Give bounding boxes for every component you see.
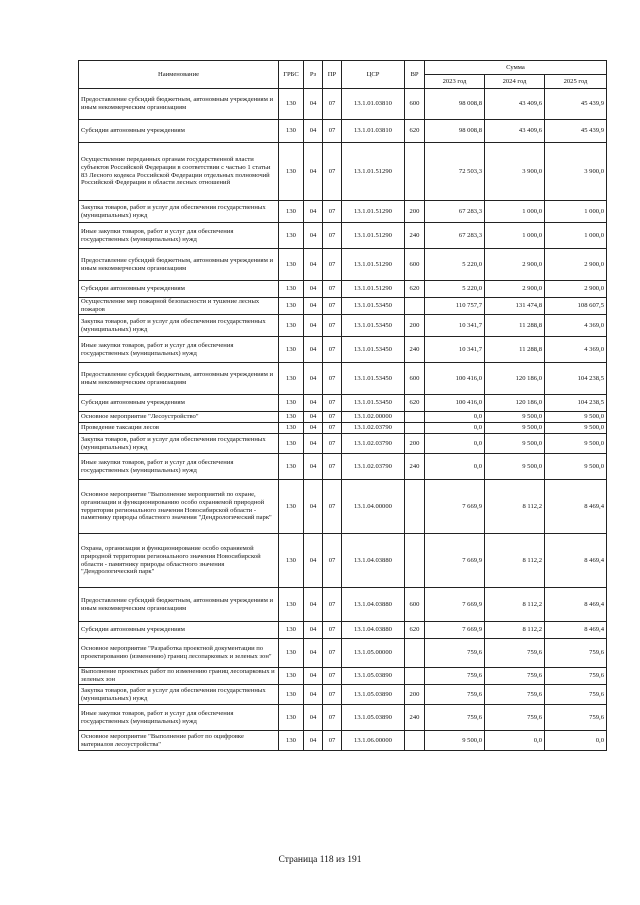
cell-name: Основное мероприятие "Лесоустройство" <box>79 412 279 423</box>
cell-pr: 07 <box>323 622 342 639</box>
cell-rz: 04 <box>304 588 323 622</box>
cell-y2023: 72 503,3 <box>425 143 485 201</box>
cell-grbs: 130 <box>279 412 304 423</box>
cell-name: Осуществление мер пожарной безопасности и тушение лесных пожаров <box>79 298 279 315</box>
cell-pr: 07 <box>323 685 342 705</box>
cell-y2025: 0,0 <box>545 731 607 751</box>
cell-csr: 13.1.02.00000 <box>342 412 405 423</box>
table-row <box>79 298 607 315</box>
cell-pr: 07 <box>323 534 342 588</box>
cell-y2025: 759,6 <box>545 705 607 731</box>
table-row <box>79 337 607 363</box>
cell-csr: 13.1.01.51290 <box>342 281 405 298</box>
cell-y2023: 5 220,0 <box>425 249 485 281</box>
cell-y2024: 759,6 <box>485 639 545 668</box>
cell-name: Предоставление субсидий бюджетным, автономным учреждениям и иным некоммерческим организациям <box>79 363 279 395</box>
header-year-2023: 2023 год <box>425 75 485 89</box>
cell-rz: 04 <box>304 337 323 363</box>
cell-vr <box>405 143 425 201</box>
cell-name: Иные закупки товаров, работ и услуг для обеспечения государственных (муниципальных) нужд <box>79 223 279 249</box>
cell-grbs: 130 <box>279 480 304 534</box>
cell-y2025: 45 439,9 <box>545 89 607 120</box>
cell-y2024: 759,6 <box>485 705 545 731</box>
cell-csr: 13.1.05.03890 <box>342 705 405 731</box>
cell-name: Охрана, организация и функционирование особо охраняемой природной территории регионального значения Новосибирской области - памятнику природы областного значения "Дендрологический парк" <box>79 534 279 588</box>
cell-y2024: 120 186,0 <box>485 363 545 395</box>
table-row <box>79 249 607 281</box>
header-sum: Сумма <box>425 61 607 75</box>
cell-vr: 600 <box>405 249 425 281</box>
cell-name: Субсидии автономным учреждениям <box>79 395 279 412</box>
cell-grbs: 130 <box>279 705 304 731</box>
cell-y2025: 104 238,5 <box>545 363 607 395</box>
cell-grbs: 130 <box>279 588 304 622</box>
cell-name: Закупка товаров, работ и услуг для обеспечения государственных (муниципальных) нужд <box>79 685 279 705</box>
cell-name: Закупка товаров, работ и услуг для обеспечения государственных (муниципальных) нужд <box>79 315 279 337</box>
cell-pr: 07 <box>323 201 342 223</box>
budget-table <box>78 60 607 751</box>
cell-grbs: 130 <box>279 315 304 337</box>
cell-name: Субсидии автономным учреждениям <box>79 622 279 639</box>
cell-grbs: 130 <box>279 395 304 412</box>
cell-y2025: 4 369,0 <box>545 337 607 363</box>
cell-vr <box>405 668 425 685</box>
cell-y2023: 67 283,3 <box>425 223 485 249</box>
cell-pr: 07 <box>323 363 342 395</box>
cell-pr: 07 <box>323 639 342 668</box>
cell-y2023: 10 341,7 <box>425 315 485 337</box>
cell-csr: 13.1.01.51290 <box>342 223 405 249</box>
cell-y2024: 131 474,8 <box>485 298 545 315</box>
cell-vr: 620 <box>405 120 425 143</box>
cell-y2025: 8 469,4 <box>545 588 607 622</box>
cell-csr: 13.1.01.53450 <box>342 363 405 395</box>
cell-vr: 200 <box>405 315 425 337</box>
cell-y2023: 0,0 <box>425 412 485 423</box>
cell-y2024: 3 900,0 <box>485 143 545 201</box>
cell-rz: 04 <box>304 89 323 120</box>
table-row <box>79 454 607 480</box>
cell-y2024: 9 500,0 <box>485 423 545 434</box>
cell-rz: 04 <box>304 685 323 705</box>
cell-name: Иные закупки товаров, работ и услуг для обеспечения государственных (муниципальных) нужд <box>79 337 279 363</box>
cell-grbs: 130 <box>279 89 304 120</box>
cell-name: Основное мероприятие "Разработка проектной документации по проектированию (изменению) границ лесопарковых и зеленых зон" <box>79 639 279 668</box>
cell-rz: 04 <box>304 423 323 434</box>
cell-name: Предоставление субсидий бюджетным, автономным учреждениям и иным некоммерческим организациям <box>79 588 279 622</box>
cell-grbs: 130 <box>279 120 304 143</box>
cell-pr: 07 <box>323 89 342 120</box>
cell-rz: 04 <box>304 705 323 731</box>
cell-csr: 13.1.01.51290 <box>342 143 405 201</box>
cell-rz: 04 <box>304 480 323 534</box>
cell-y2025: 2 900,0 <box>545 249 607 281</box>
cell-y2024: 1 000,0 <box>485 201 545 223</box>
table-row <box>79 89 607 120</box>
cell-csr: 13.1.02.03790 <box>342 434 405 454</box>
cell-y2023: 7 669,9 <box>425 588 485 622</box>
cell-y2023: 0,0 <box>425 454 485 480</box>
cell-y2024: 8 112,2 <box>485 588 545 622</box>
cell-y2024: 9 500,0 <box>485 454 545 480</box>
cell-csr: 13.1.04.00000 <box>342 480 405 534</box>
header-rz: Рз <box>304 61 323 89</box>
cell-rz: 04 <box>304 534 323 588</box>
cell-name: Осуществление переданных органам государственной власти субъектов Российской Федерации в соответствии с частью 1 статьи 83 Лесного кодекса Российской Федерации отдельных полномочий Российской Федерации в области лесных отношений <box>79 143 279 201</box>
table-row <box>79 363 607 395</box>
cell-grbs: 130 <box>279 685 304 705</box>
cell-rz: 04 <box>304 454 323 480</box>
cell-rz: 04 <box>304 639 323 668</box>
cell-csr: 13.1.06.00000 <box>342 731 405 751</box>
cell-y2023: 10 341,7 <box>425 337 485 363</box>
table-row <box>79 201 607 223</box>
cell-y2024: 11 288,8 <box>485 315 545 337</box>
cell-y2025: 108 607,5 <box>545 298 607 315</box>
cell-rz: 04 <box>304 249 323 281</box>
table-row <box>79 423 607 434</box>
cell-pr: 07 <box>323 705 342 731</box>
cell-csr: 13.1.04.03880 <box>342 534 405 588</box>
cell-csr: 13.1.02.03790 <box>342 454 405 480</box>
cell-y2023: 110 757,7 <box>425 298 485 315</box>
cell-csr: 13.1.01.53450 <box>342 337 405 363</box>
cell-grbs: 130 <box>279 639 304 668</box>
cell-grbs: 130 <box>279 454 304 480</box>
header-csr: ЦСР <box>342 61 405 89</box>
header-year-2025: 2025 год <box>545 75 607 89</box>
cell-vr: 600 <box>405 363 425 395</box>
cell-grbs: 130 <box>279 337 304 363</box>
cell-y2025: 3 900,0 <box>545 143 607 201</box>
cell-y2025: 1 000,0 <box>545 223 607 249</box>
cell-y2025: 2 900,0 <box>545 281 607 298</box>
cell-name: Предоставление субсидий бюджетным, автономным учреждениям и иным некоммерческим организациям <box>79 89 279 120</box>
cell-vr: 600 <box>405 588 425 622</box>
cell-pr: 07 <box>323 337 342 363</box>
cell-pr: 07 <box>323 731 342 751</box>
cell-grbs: 130 <box>279 298 304 315</box>
cell-vr: 600 <box>405 89 425 120</box>
cell-y2025: 4 369,0 <box>545 315 607 337</box>
header-vr: ВР <box>405 61 425 89</box>
cell-y2023: 759,6 <box>425 685 485 705</box>
cell-y2023: 7 669,9 <box>425 534 485 588</box>
cell-vr: 200 <box>405 201 425 223</box>
cell-pr: 07 <box>323 120 342 143</box>
cell-y2023: 759,6 <box>425 668 485 685</box>
cell-vr: 240 <box>405 337 425 363</box>
cell-pr: 07 <box>323 298 342 315</box>
cell-rz: 04 <box>304 281 323 298</box>
cell-grbs: 130 <box>279 434 304 454</box>
cell-name: Проведение таксации лесов <box>79 423 279 434</box>
cell-grbs: 130 <box>279 731 304 751</box>
cell-vr: 620 <box>405 622 425 639</box>
table-row <box>79 534 607 588</box>
cell-y2024: 1 000,0 <box>485 223 545 249</box>
header-pr: ПР <box>323 61 342 89</box>
cell-y2024: 9 500,0 <box>485 412 545 423</box>
cell-pr: 07 <box>323 412 342 423</box>
cell-y2025: 759,6 <box>545 639 607 668</box>
cell-y2024: 43 409,6 <box>485 89 545 120</box>
table-row <box>79 281 607 298</box>
cell-csr: 13.1.01.51290 <box>342 249 405 281</box>
table-row <box>79 315 607 337</box>
cell-name: Закупка товаров, работ и услуг для обеспечения государственных (муниципальных) нужд <box>79 434 279 454</box>
cell-y2025: 8 469,4 <box>545 534 607 588</box>
cell-csr: 13.1.04.03880 <box>342 588 405 622</box>
cell-y2025: 9 500,0 <box>545 434 607 454</box>
table-row <box>79 434 607 454</box>
cell-y2025: 45 439,9 <box>545 120 607 143</box>
cell-vr: 200 <box>405 685 425 705</box>
cell-y2024: 11 288,8 <box>485 337 545 363</box>
cell-y2025: 104 238,5 <box>545 395 607 412</box>
cell-csr: 13.1.01.53450 <box>342 298 405 315</box>
cell-vr <box>405 480 425 534</box>
cell-grbs: 130 <box>279 143 304 201</box>
cell-grbs: 130 <box>279 249 304 281</box>
cell-name: Основное мероприятие "Выполнение работ по оцифровке материалов лесоустройства" <box>79 731 279 751</box>
cell-y2024: 0,0 <box>485 731 545 751</box>
cell-name: Иные закупки товаров, работ и услуг для обеспечения государственных (муниципальных) нужд <box>79 705 279 731</box>
cell-y2024: 2 900,0 <box>485 281 545 298</box>
cell-y2024: 2 900,0 <box>485 249 545 281</box>
cell-y2023: 759,6 <box>425 705 485 731</box>
cell-grbs: 130 <box>279 201 304 223</box>
cell-pr: 07 <box>323 480 342 534</box>
cell-y2025: 8 469,4 <box>545 480 607 534</box>
header-year-2024: 2024 год <box>485 75 545 89</box>
cell-vr <box>405 298 425 315</box>
cell-pr: 07 <box>323 281 342 298</box>
cell-y2025: 9 500,0 <box>545 423 607 434</box>
table-row <box>79 120 607 143</box>
cell-y2025: 9 500,0 <box>545 454 607 480</box>
cell-y2023: 100 416,0 <box>425 395 485 412</box>
cell-vr: 240 <box>405 705 425 731</box>
table-row <box>79 685 607 705</box>
cell-vr: 240 <box>405 223 425 249</box>
table-row <box>79 668 607 685</box>
cell-vr: 620 <box>405 281 425 298</box>
cell-name: Субсидии автономным учреждениям <box>79 120 279 143</box>
cell-y2024: 8 112,2 <box>485 480 545 534</box>
cell-y2024: 8 112,2 <box>485 534 545 588</box>
cell-vr: 200 <box>405 434 425 454</box>
cell-rz: 04 <box>304 395 323 412</box>
cell-csr: 13.1.01.53450 <box>342 315 405 337</box>
cell-rz: 04 <box>304 201 323 223</box>
cell-rz: 04 <box>304 120 323 143</box>
cell-csr: 13.1.02.03790 <box>342 423 405 434</box>
table-row <box>79 622 607 639</box>
cell-y2024: 759,6 <box>485 685 545 705</box>
cell-y2025: 759,6 <box>545 668 607 685</box>
table-row <box>79 480 607 534</box>
cell-rz: 04 <box>304 412 323 423</box>
cell-y2023: 0,0 <box>425 434 485 454</box>
cell-vr <box>405 412 425 423</box>
cell-y2023: 98 008,8 <box>425 120 485 143</box>
cell-y2025: 1 000,0 <box>545 201 607 223</box>
cell-rz: 04 <box>304 298 323 315</box>
cell-name: Иные закупки товаров, работ и услуг для обеспечения государственных (муниципальных) нужд <box>79 454 279 480</box>
cell-y2023: 759,6 <box>425 639 485 668</box>
cell-y2023: 0,0 <box>425 423 485 434</box>
table-row <box>79 588 607 622</box>
cell-grbs: 130 <box>279 223 304 249</box>
cell-name: Выполнение проектных работ по изменению границ лесопарковых и зеленых зон <box>79 668 279 685</box>
cell-vr <box>405 731 425 751</box>
cell-y2024: 9 500,0 <box>485 434 545 454</box>
cell-y2024: 43 409,6 <box>485 120 545 143</box>
cell-y2023: 98 008,8 <box>425 89 485 120</box>
cell-name: Субсидии автономным учреждениям <box>79 281 279 298</box>
page-number: Страница 118 из 191 <box>278 855 362 865</box>
cell-vr: 240 <box>405 454 425 480</box>
cell-csr: 13.1.01.03810 <box>342 89 405 120</box>
table-row <box>79 412 607 423</box>
cell-y2025: 759,6 <box>545 685 607 705</box>
cell-vr: 620 <box>405 395 425 412</box>
table-row <box>79 639 607 668</box>
cell-pr: 07 <box>323 395 342 412</box>
cell-y2023: 67 283,3 <box>425 201 485 223</box>
cell-vr <box>405 534 425 588</box>
table-row <box>79 395 607 412</box>
cell-y2024: 8 112,2 <box>485 622 545 639</box>
cell-grbs: 130 <box>279 668 304 685</box>
cell-grbs: 130 <box>279 622 304 639</box>
cell-rz: 04 <box>304 434 323 454</box>
table-row <box>79 705 607 731</box>
cell-pr: 07 <box>323 434 342 454</box>
table-row <box>79 143 607 201</box>
cell-y2024: 120 186,0 <box>485 395 545 412</box>
cell-vr <box>405 639 425 668</box>
cell-csr: 13.1.01.51290 <box>342 201 405 223</box>
cell-grbs: 130 <box>279 534 304 588</box>
header-name: Наименование <box>79 61 279 89</box>
cell-csr: 13.1.01.53450 <box>342 395 405 412</box>
cell-grbs: 130 <box>279 363 304 395</box>
cell-csr: 13.1.05.00000 <box>342 639 405 668</box>
cell-name: Предоставление субсидий бюджетным, автономным учреждениям и иным некоммерческим организациям <box>79 249 279 281</box>
cell-pr: 07 <box>323 249 342 281</box>
cell-rz: 04 <box>304 668 323 685</box>
cell-y2025: 8 469,4 <box>545 622 607 639</box>
cell-pr: 07 <box>323 668 342 685</box>
cell-pr: 07 <box>323 423 342 434</box>
cell-rz: 04 <box>304 315 323 337</box>
cell-pr: 07 <box>323 223 342 249</box>
cell-grbs: 130 <box>279 423 304 434</box>
cell-pr: 07 <box>323 588 342 622</box>
cell-grbs: 130 <box>279 281 304 298</box>
cell-rz: 04 <box>304 143 323 201</box>
cell-pr: 07 <box>323 315 342 337</box>
cell-y2023: 9 500,0 <box>425 731 485 751</box>
table-row <box>79 731 607 751</box>
cell-rz: 04 <box>304 622 323 639</box>
cell-y2023: 7 669,9 <box>425 480 485 534</box>
cell-csr: 13.1.04.03880 <box>342 622 405 639</box>
cell-y2023: 5 220,0 <box>425 281 485 298</box>
cell-rz: 04 <box>304 363 323 395</box>
cell-y2023: 7 669,9 <box>425 622 485 639</box>
header-grbs: ГРБС <box>279 61 304 89</box>
table-body <box>79 89 607 751</box>
cell-rz: 04 <box>304 731 323 751</box>
cell-csr: 13.1.05.03890 <box>342 668 405 685</box>
cell-vr <box>405 423 425 434</box>
cell-pr: 07 <box>323 454 342 480</box>
cell-name: Закупка товаров, работ и услуг для обеспечения государственных (муниципальных) нужд <box>79 201 279 223</box>
cell-y2023: 100 416,0 <box>425 363 485 395</box>
cell-csr: 13.1.01.03810 <box>342 120 405 143</box>
cell-name: Основное мероприятие "Выполнение мероприятий по охране, организации и функционированию особо охраняемой природной территории регионального значения Новосибирской области - памятнику природы областного значения "Дендрологический парк" <box>79 480 279 534</box>
table-row <box>79 223 607 249</box>
cell-pr: 07 <box>323 143 342 201</box>
cell-csr: 13.1.05.03890 <box>342 685 405 705</box>
cell-rz: 04 <box>304 223 323 249</box>
cell-y2025: 9 500,0 <box>545 412 607 423</box>
cell-y2024: 759,6 <box>485 668 545 685</box>
